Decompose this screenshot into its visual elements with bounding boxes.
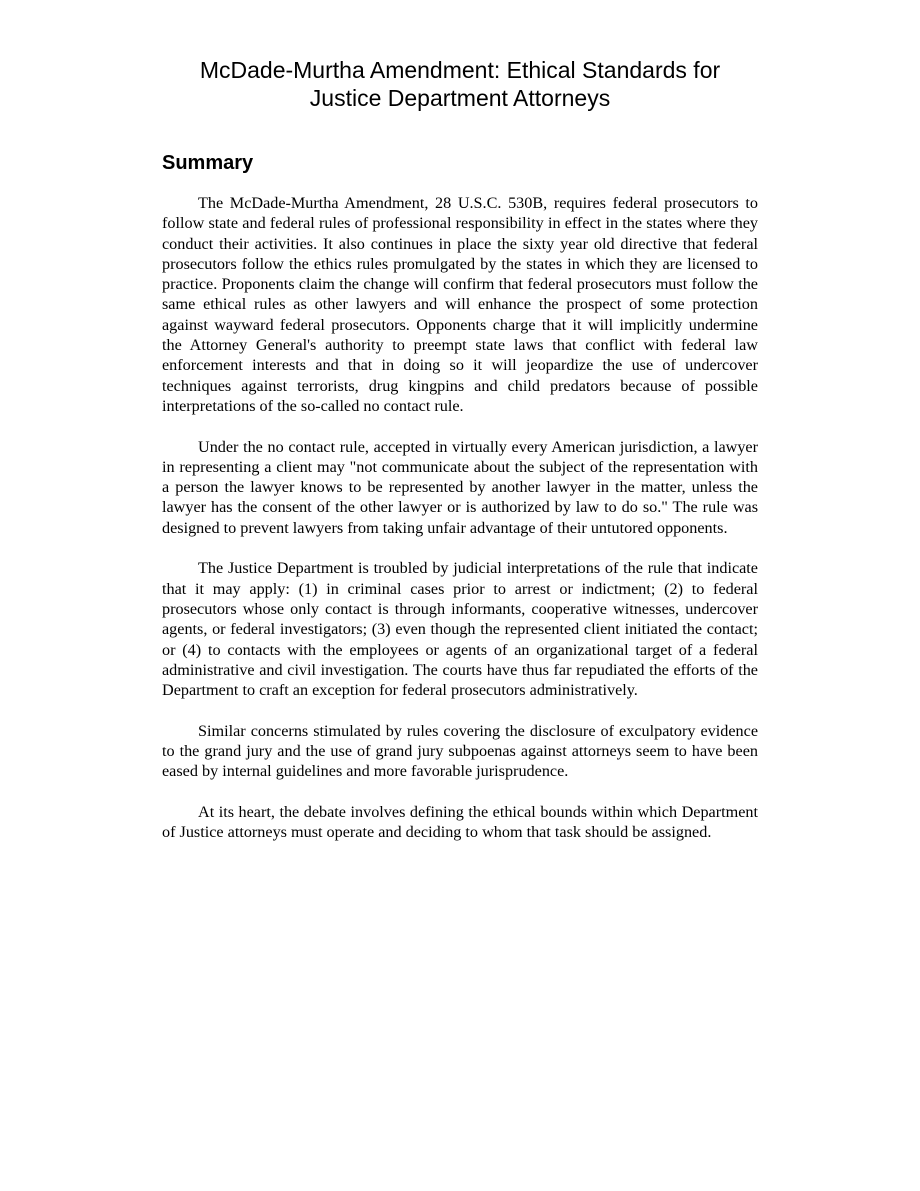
document-title-line-1: McDade-Murtha Amendment: Ethical Standards for (199, 57, 721, 83)
summary-heading: Summary (162, 152, 254, 174)
document-title-line-2: Justice Department Attorneys (309, 85, 611, 111)
summary-paragraph-2: Under the no contact rule, accepted in virtually every American jurisdiction, a lawyer in representing a client may "not communicate about the subject of the representation with a person the lawyer knows to be represented by another lawyer in the matter, unless the lawyer has the consent of the other lawyer or is authorized by law to do so." The rule was designed to prevent lawyers from taking unfair advantage of their untutored opponents. (162, 437, 758, 537)
summary-paragraph-1: The McDade-Murtha Amendment, 28 U.S.C. 530B, requires federal prosecutors to follow state and federal rules of professional responsibility in effect in the states where they conduct their activities. It also continues in place the sixty year old directive that federal prosecutors follow the ethics rules promulgated by the states in which they are licensed to practice. Proponents claim the change will confirm that federal prosecutors must follow the same ethical rules as other lawyers and will enhance the prospect of some protection against wayward federal prosecutors. Opponents charge that it will implicitly undermine the Attorney General's authority to preempt state laws that conflict with federal law enforcement interests and that in doing so it will jeopardize the use of undercover techniques against terrorists, drug kingpins and child predators because of possible interpretations of the so-called no contact rule. (162, 194, 758, 415)
document-title (162, 56, 758, 112)
summary-paragraph-3: The Justice Department is troubled by judicial interpretations of the rule that indicate that it may apply: (1) in criminal cases prior to arrest or indictment; (2) to federal prosecutors whose only contact is through informants, cooperative witnesses, undercover agents, or federal investigators; (3) even though the represented client initiated the contact; or (4) to contacts with the employees or agents of an organizational target of a federal administrative and civil investigation. The courts have thus far repudiated the efforts of the Department to craft an exception for federal prosecutors administratively. (162, 559, 758, 700)
document-page (162, 56, 758, 863)
summary-paragraph-4: Similar concerns stimulated by rules covering the disclosure of exculpatory evidence to the grand jury and the use of grand jury subpoenas against attorneys seem to have been eased by internal guidelines and more favorable jurisprudence. (162, 721, 758, 781)
summary-paragraph-5: At its heart, the debate involves defining the ethical bounds within which Department of Justice attorneys must operate and deciding to whom that task should be assigned. (162, 802, 758, 842)
